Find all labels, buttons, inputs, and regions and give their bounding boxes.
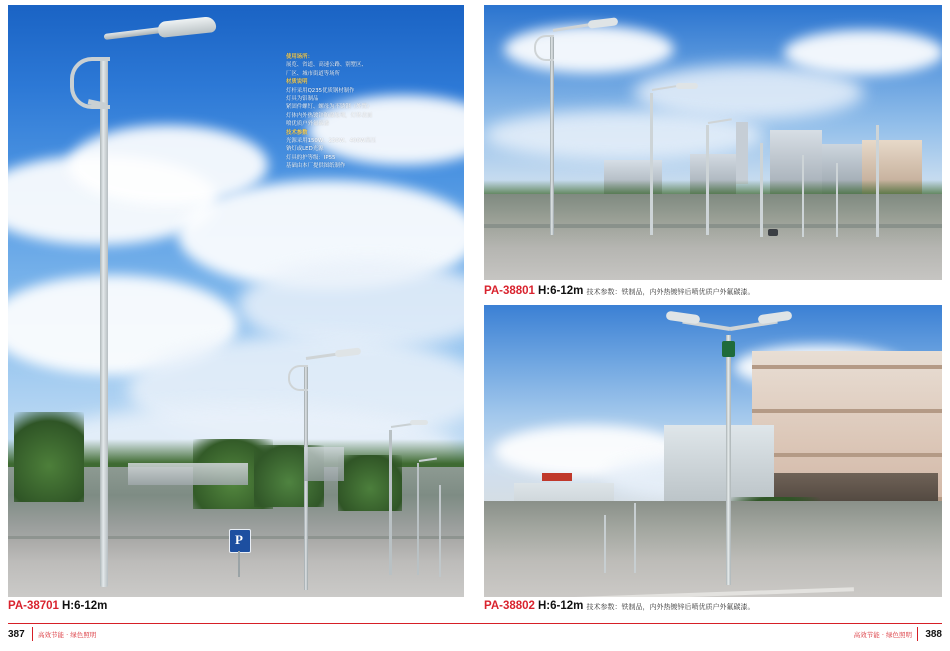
lamp-pole-c [706,125,709,235]
product-photo-pa38701 [8,5,464,597]
product-note: 技术参数：铁制品，内外热镀锌后喷优质户外氟碳漆。 [586,289,755,296]
lamp-head-b [676,83,698,89]
page-gutter-divider [472,0,473,621]
spec-line: 喷优质户外氟碳漆 [286,121,330,128]
product-code: PA-38701 [8,600,59,612]
product-photo-pa38801 [484,5,942,280]
building-band [752,409,942,413]
cloud-shape [784,30,942,75]
spec-line: 基础由本厂提供图纸制作 [286,163,346,170]
footer-tick-right [917,627,918,641]
product-height: H:6-12m [538,600,584,612]
spec-line: 材质说明 [286,79,308,86]
lamp-head-3 [410,420,428,425]
cloud-shape [484,110,764,160]
cloud-shape [504,25,674,73]
product-photo-pa38802 [484,305,942,597]
lamp-pole-g [876,125,879,237]
page-number-right: 388 [925,629,942,640]
lamp-pole-main [100,57,108,587]
lamp-pole-a [550,35,554,235]
spec-line: 钠灯或LED光源 [286,146,324,153]
distant-building [304,447,344,481]
footer-label-right: 高效节能 · 绿色照明 [853,631,912,639]
tree [338,455,402,511]
spec-line: 展览、省道、高速公路、别墅区、 [286,62,367,69]
footer-tick-left [32,627,33,641]
spec-line: 灯杆采用Q235优质钢材制作 [286,87,355,94]
footer-rule [8,623,942,624]
spec-line: 灯体内外热镀锌防腐处理，灯体表面 [286,112,373,119]
building-band [752,453,942,457]
page-number-left: 387 [8,629,25,640]
lamp-bracket-2 [288,365,308,391]
product-height: H:6-12m [62,600,108,612]
lamp-pole-f [836,163,838,237]
spec-line: 灯具为铝制品 [286,96,319,103]
spec-line: 紧固件螺钉、螺母为不锈钢（外置） [286,104,373,111]
distant-building [128,463,248,485]
caption-pa38801 [484,285,754,297]
spec-line: 灯具的护等级：IP55 [286,154,336,161]
lamp-pole-d [760,143,763,237]
lamp-pole-far [634,503,636,573]
lamp-pole-3 [389,430,392,575]
vehicle [768,229,778,236]
building-signage [542,473,572,481]
lamp-pole-main-2 [726,335,731,585]
lamp-bracket-ornament [722,341,735,357]
caption-pa38802 [484,600,754,612]
building-band [752,365,942,369]
product-note: 技术参数：铁制品，内外热镀锌后喷优质户外氟碳漆。 [586,604,755,611]
parking-sign-letter: P [235,532,243,547]
road-surface [484,501,942,597]
lamp-pole-b [650,93,653,235]
spec-line: 使用场所： [286,54,313,60]
parking-sign-post [238,551,240,577]
lamp-bracket-a [534,35,554,61]
spec-line: 光源采用150W、250W、400W高压 [286,138,376,145]
footer-label-left: 高效节能 · 绿色照明 [38,631,97,639]
tree [14,412,84,502]
lamp-pole-5 [439,485,441,577]
product-code: PA-38801 [484,285,535,297]
lamp-pole-e [802,155,804,237]
tower-crane [736,122,748,184]
product-code: PA-38802 [484,600,535,612]
spec-line: 厂区、城市街道等场所 [286,70,340,77]
lamp-pole-far [604,515,606,573]
spec-line: 技术参数 [286,129,308,136]
spec-text-block [286,53,418,171]
caption-pa38701 [8,600,107,612]
product-height: H:6-12m [538,285,584,297]
lamp-pole-4 [417,463,419,575]
page-footer [0,621,950,651]
